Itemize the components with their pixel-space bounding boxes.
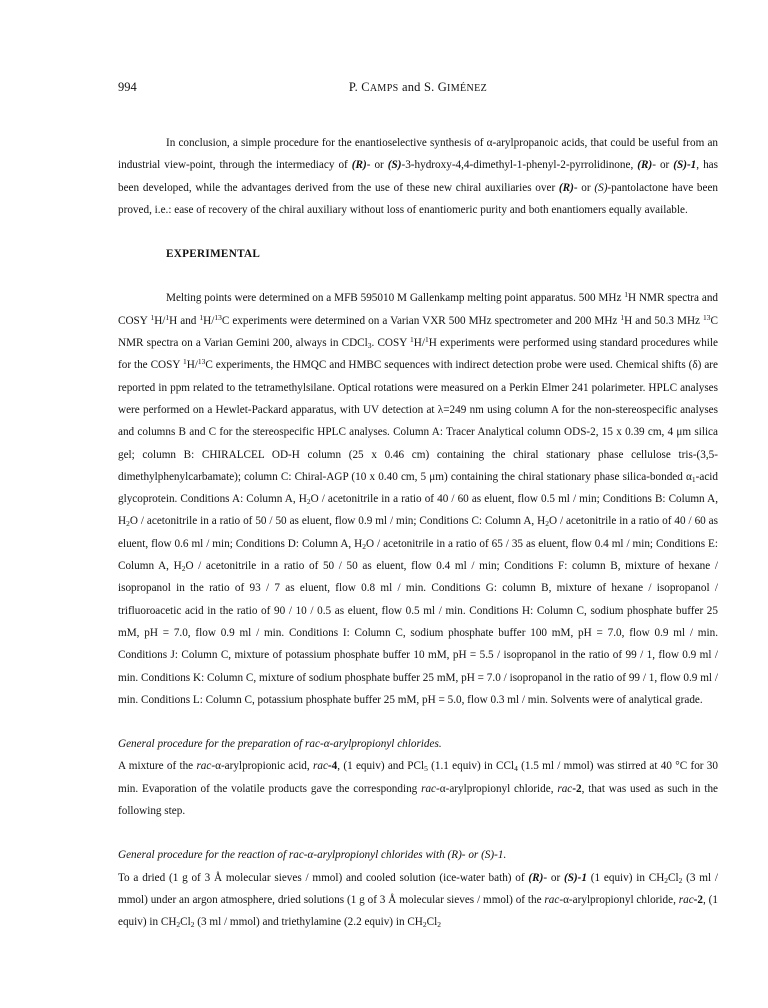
procedure-reaction: To a dried (1 g of 3 Å molecular sieves / mmol) and cooled solution (ice-water bath) of (R)- or (S)-1 (1 equiv) in $CH_2Cl_2$ (3 ml / mmol) under an argon atmosphere, dried solutions (1 g of 3 Å molecular sieves / mmol) of the rac-α-arylpropionyl chloride, rac-2, (1 equiv) in $CH_2Cl_2$ (3 ml / mmol) and triethylamine (2.2 equiv) in $CH_2Cl_2$: [118, 871, 718, 930]
subheading-acid-chlorides: General procedure for the preparation of rac-α-arylpropionyl chlorides.: [118, 738, 442, 751]
section-heading-experimental: EXPERIMENTAL: [166, 248, 261, 261]
running-head-authors: P. CAMPS and S. GIMÉNEZ: [348, 80, 488, 94]
page-body: [118, 132, 718, 934]
subheading-reaction: General procedure for the reaction of rac-α-arylpropionyl chlorides with (R)- or (S)-1.: [118, 849, 507, 862]
experimental-paragraph: Melting points were determined on a MFB 595010 M Gallenkamp melting point apparatus. 500 MHz $^1$H NMR spectra and COSY $^1$H/$^1$H and $^1$H/$^{13}$C experiments were determined on a Varian VXR 500 MHz spectrometer and 200 MHz $^1$H and 50.3 MHz $^{13}$C NMR spectra on a Varian Gemini 200, always in CDCl$_3$. COSY $^1$H/$^1$H experiments were performed using standard procedures while for the COSY $^1$H/$^{13}$C experiments, the HMQC and HMBC sequences with indirect detection probe were used. Chemical shifts (δ) are reported in ppm related to the tetramethylsilane. Optical rotations were measured on a Perkin Elmer 241 polarimeter. HPLC analyses were performed on a Hewlet-Packard apparatus, with UV detection at λ=249 nm using column A for the non-stereospecific analyses and columns B and C for the stereospecific HPLC analyses. Column A: Tracer Analytical column ODS-2, 15 x 0.39 cm, 4 μm silica gel; column B: CHIRALCEL OD-H column (25 x 0.46 cm) containing the chiral stationary phase cellulose tris-(3,5-dimethylphenylcarbamate); column C: Chiral-AGP (10 x 0.40 cm, 5 μm) containing the chiral stationary phase silica-bonded $\alpha_1$-acid glycoprotein. Conditions A: Column A, $H_2O$ / acetonitrile in a ratio of 40 / 60 as eluent, flow 0.5 ml / min; Conditions B: Column A, $H_2O$ / acetonitrile in a ratio of 50 / 50 as eluent, flow 0.9 ml / min; Conditions C: Column A, $H_2O$ / acetonitrile in a ratio of 40 / 60 as eluent, flow 0.6 ml / min; Conditions D: Column A, $H_2O$ / acetonitrile in a ratio of 65 / 35 as eluent, flow 0.4 ml / min; Conditions E: Column A, $H_2O$ / acetonitrile in a ratio of 50 / 50 as eluent, flow 0.4 ml / min; Conditions F: column B, mixture of hexane / isopropanol in the ratio of 93 / 7 as eluent, flow 0.8 ml / min. Conditions G: column B, mixture of hexane / isopropanol / trifluoroacetic acid in the ratio of 90 / 10 / 0.5 as eluent, flow 0.5 ml / min. Conditions H: Column C, sodium phosphate buffer 25 mM, pH = 7.0, flow 0.9 ml / min. Conditions I: Column C, sodium phosphate buffer 100 mM, pH = 7.0, flow 0.9 ml / min. Conditions J: Column C, mixture of potassium phosphate buffer 10 mM, pH = 5.5 / isopropanol in the ratio of 99 / 1, flow 0.9 ml / min. Conditions K: Column C, mixture of sodium phosphate buffer 25 mM, pH = 7.0 / isopropanol in the ratio of 99 / 1, flow 0.9 ml / min. Conditions L: Column C, potassium phosphate buffer 25 mM, pH = 5.0, flow 0.3 ml / min. Solvents were of analytical grade.: [118, 290, 719, 706]
procedure-acid-chlorides: A mixture of the rac-α-arylpropionic acid, rac-4, (1 equiv) and PCl$_5$ (1.1 equiv) in CCl$_4$ (1.5 ml / mmol) was stirred at 40 °C for 30 min. Evaporation of the volatile products gave the corresponding rac-α-arylpropionyl chloride, rac-2, that was used as such in the following step.: [118, 760, 718, 818]
conclusion-paragraph: In conclusion, a simple procedure for the enantioselective synthesis of α-arylpropanoic acids, that could be useful from an industrial view-point, through the intermediacy of (R)- or (S)-3-hydroxy-4,4-dimethyl-1-phenyl-2-pyrrolidinone, (R)- or (S)-1, has been developed, while the advantages derived from the use of these new chiral auxiliaries over (R)- or (S)-pantolactone have been proved, i.e.: ease of recovery of the chiral auxiliary without loss of enantiomeric purity and both enantiomers equally available.: [118, 137, 719, 216]
page-header: [118, 80, 718, 100]
page-number: 994: [118, 80, 137, 94]
